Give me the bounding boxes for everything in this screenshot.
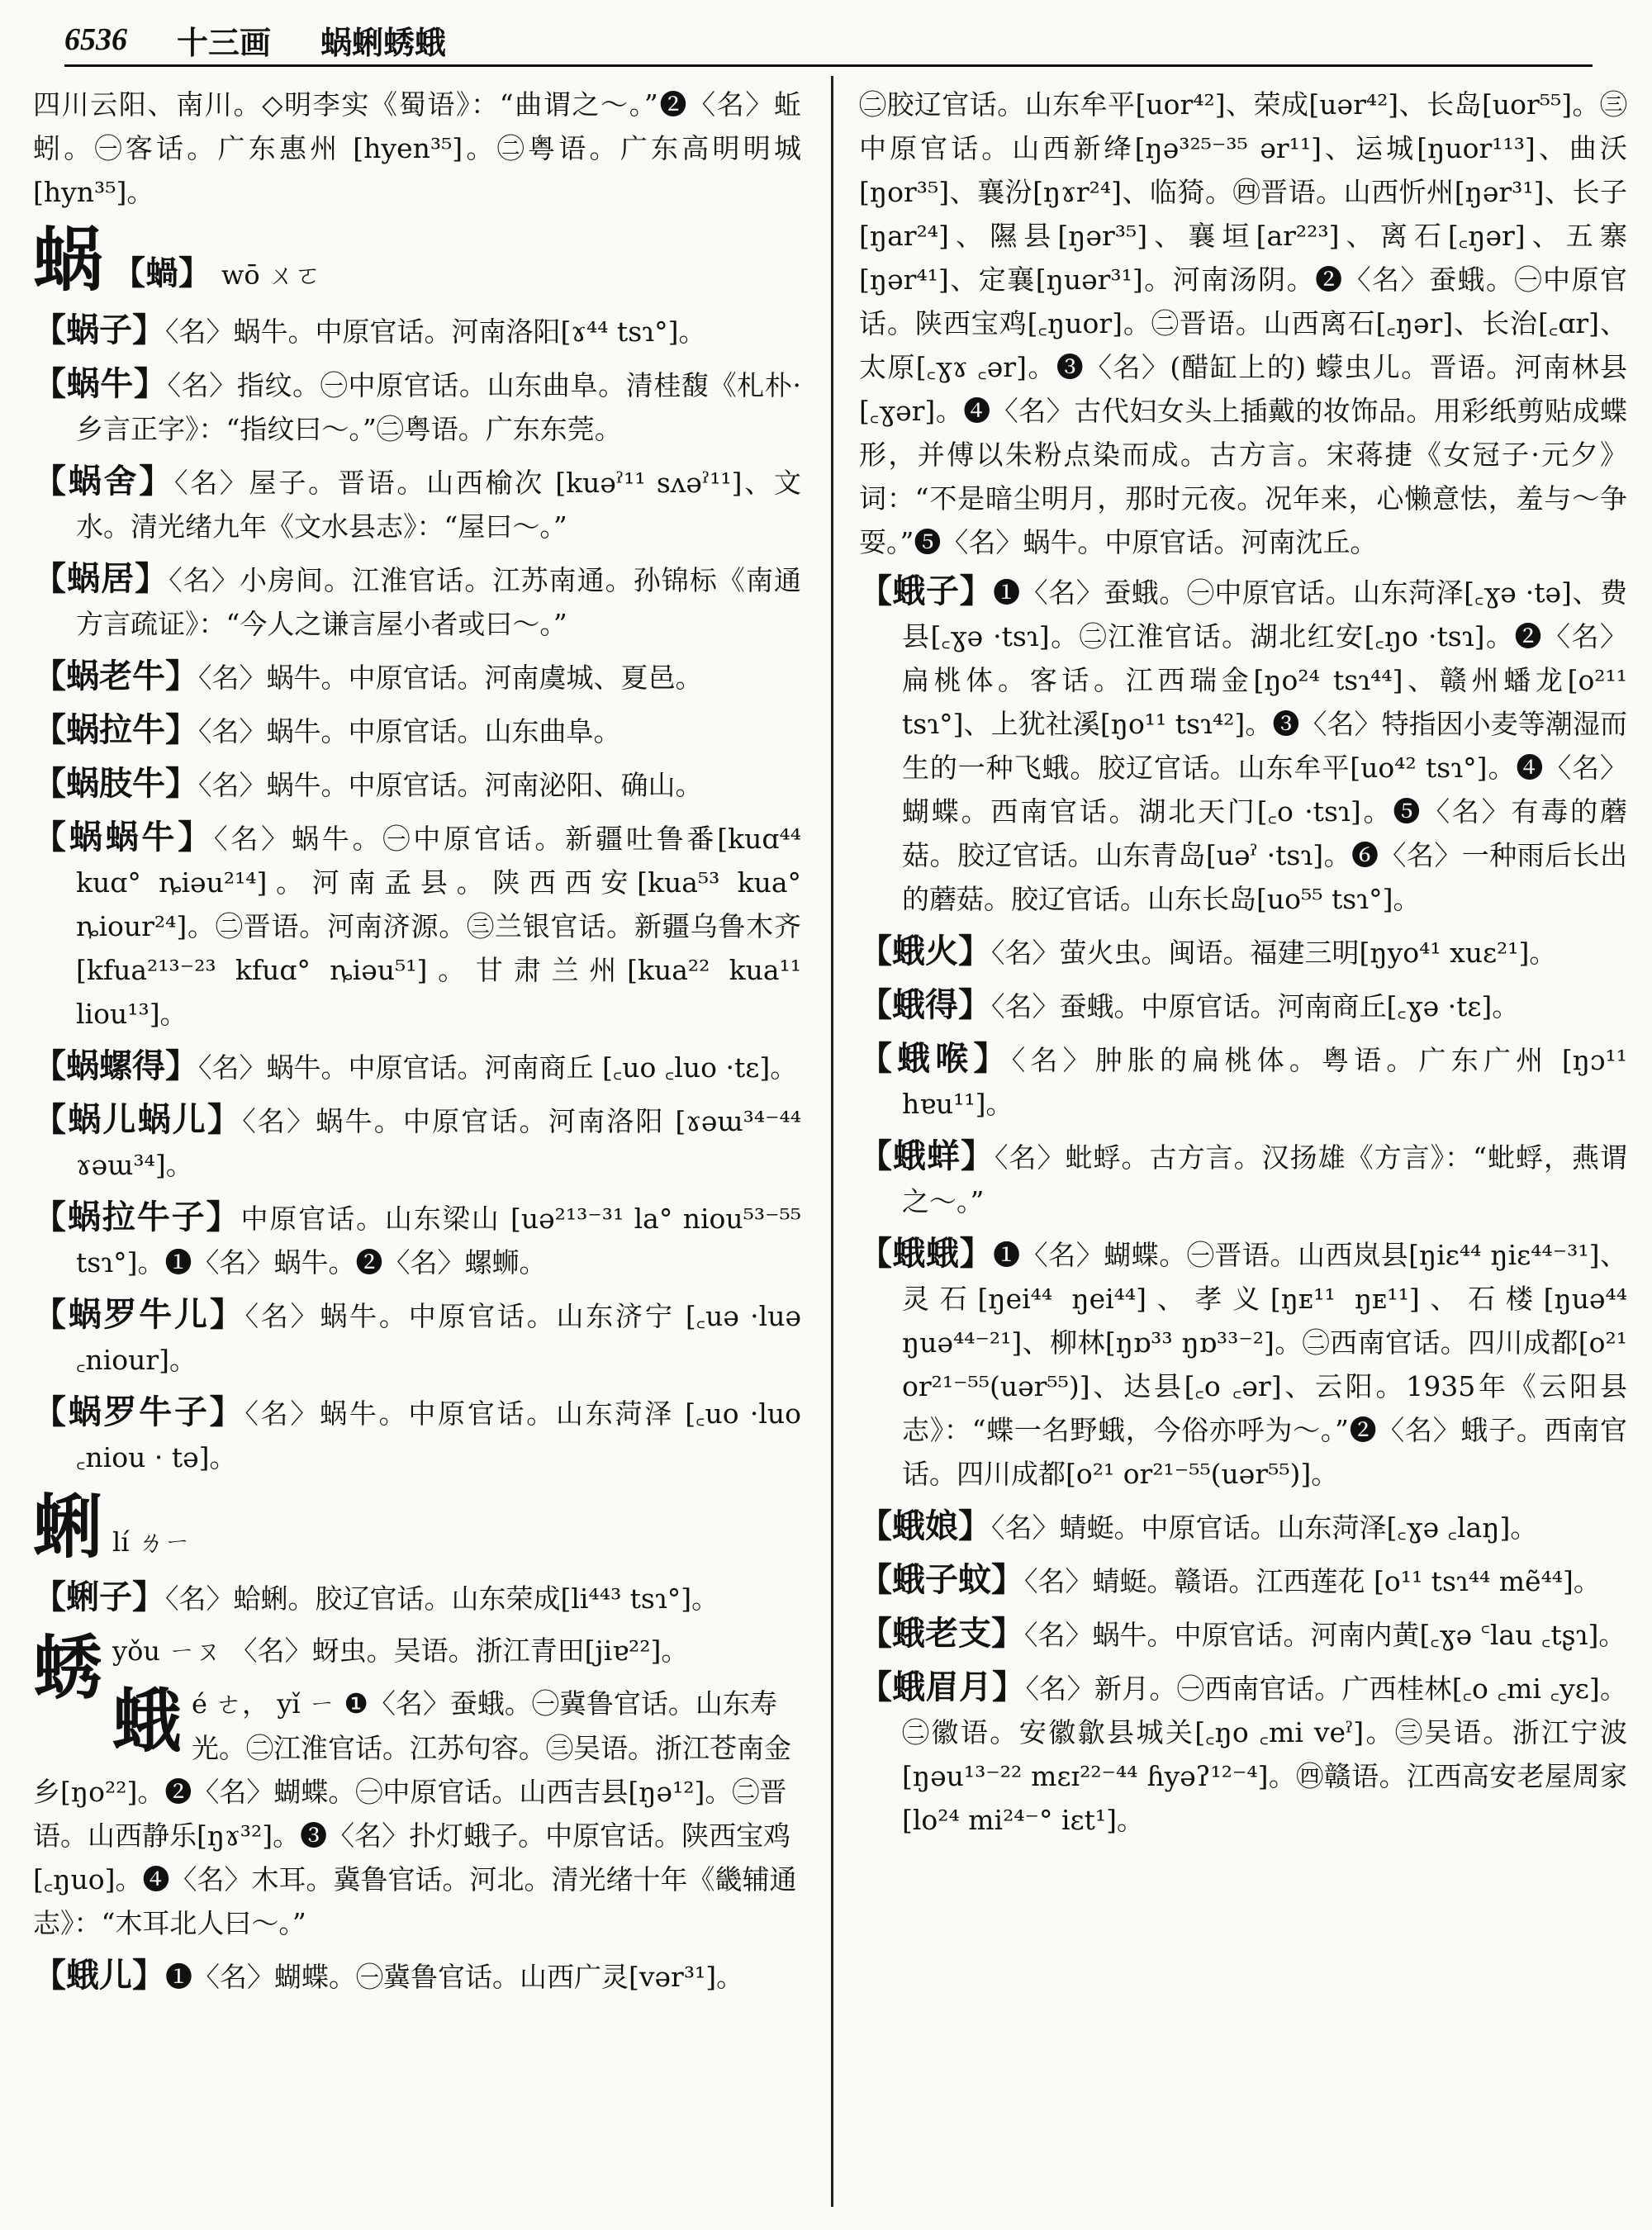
column-divider (831, 76, 833, 2207)
entry-definition: 〈名〉蜗牛。中原官话。河南商丘 [꜀uo ꜀luo ·tɛ]。 (198, 1051, 798, 1084)
dictionary-entry (33, 1044, 801, 1089)
entry-definition: 〈名〉蜗牛。中原官话。河南内黄[꜀ɣə ꜂lau ꜀tʂɿ]。 (1024, 1619, 1626, 1651)
entry-headword: 【蜗肢牛】 (33, 764, 198, 803)
pinyin-zhuyin: é ㄜ， yǐ ㄧ (192, 1688, 335, 1720)
dictionary-entry (33, 815, 801, 1036)
dictionary-entry (859, 1037, 1627, 1126)
entry-definition: 〈名〉蜻蜓。赣语。江西莲花 [o¹¹ tsɿ⁴⁴ mẽ⁴⁴]。 (1024, 1565, 1601, 1597)
entry-definition: 〈名〉蜗牛。中原官话。山东济宁 [꜀uə ·luə ꜀niour]。 (76, 1300, 801, 1376)
continued-text: 四川云阳、南川。◇明李实《蜀语》：“曲谓之～。”❷〈名〉蚯蚓。㊀客话。广东惠州 [hyen³⁵]。㊁粤语。广东高明明城[hyn³⁵]。 (33, 88, 801, 208)
dictionary-entry (859, 983, 1627, 1028)
dictionary-entry (33, 654, 801, 700)
dictionary-entry (33, 362, 801, 451)
entry-definition: 〈名〉肿胀的扁桃体。粤语。广东广州 [ŋɔ¹¹ hɐu¹¹]。 (902, 1044, 1627, 1120)
stroke-count-label: 十三画 (177, 23, 272, 61)
entry-definition: 〈名〉小房间。江淮官话。江苏南通。孙锦标《南通方言疏证》：“今人之谦言屋小者或曰～。” (76, 564, 801, 640)
header-characters: 蜗蜊蜏蛾 (320, 23, 447, 61)
left-column (33, 83, 801, 2205)
entry-headword: 【蜊子】 (33, 1578, 165, 1616)
entry-headword: 【蛾得】 (859, 985, 991, 1024)
right-column (859, 83, 1627, 2205)
dictionary-entry (33, 1953, 801, 1999)
entry-definition: 〈名〉新月。㊀西南官话。广西桂林[꜀o ꜀mi ꜀yɛ]。㊁徽语。安徽歙县城关[꜀ŋo ꜀mi veˀ]。㊂吴语。浙江宁波[ŋəu¹³⁻²² mɛɪ²²⁻⁴⁴ ɦyəʔ¹²⁻⁴]。㊃赣语。江西高安老屋周家[lo²⁴ mi²⁴⁻° iɛt¹]。 (902, 1672, 1627, 1836)
entry-headword: 【蛾喉】 (859, 1039, 1012, 1078)
page-number: 6536 (64, 22, 127, 57)
dictionary-entry (33, 1098, 801, 1187)
entry-definition: 〈名〉蜗牛。中原官话。山东曲阜。 (198, 715, 621, 747)
entry-headword: 【蛾蛘】 (859, 1136, 995, 1175)
entry-headword: 【蛾娘】 (859, 1506, 991, 1545)
pinyin-zhuyin: lí ㄌㄧ (112, 1526, 191, 1558)
entry-definition: 中原官话。山东梁山 [uə²¹³⁻³¹ la° niou⁵³⁻⁵⁵ tsɿ°]。❶〈名〉蜗牛。❷〈名〉螺蛳。 (76, 1203, 801, 1279)
dictionary-entry (33, 1390, 801, 1479)
dictionary-entry (859, 1504, 1627, 1549)
entry-definition: 〈名〉蜻蜓。中原官话。山东菏泽[꜀ɣə ꜀laŋ]。 (991, 1511, 1538, 1544)
dictionary-entry (859, 569, 1627, 921)
dictionary-entry (859, 1665, 1627, 1842)
entry-definition: ❶〈名〉蝴蝶。㊀冀鲁官话。山西广灵[vər³¹]。 (165, 1961, 744, 1993)
dictionary-entry (33, 308, 801, 353)
entry-definition: ❶〈名〉蚕蛾。㊀中原官话。山东菏泽[꜀ɣə ·tə]、费县[꜀ɣə ·tsɿ]。㊁江淮官话。湖北红安[꜀ŋo ·tsɿ]。❷〈名〉扁桃体。客话。江西瑞金[ŋo²⁴ tsɿ⁴⁴]、赣州蟠龙[o²¹¹ tsɿ°]、上犹社溪[ŋo¹¹ tsɿ⁴²]。❸〈名〉特指因小麦等潮湿而生的一种飞蛾。胶辽官话。山东牟平[uo⁴² tsɿ°]。❹〈名〉蝴蝶。西南官话。湖北天门[꜀o ·tsɿ]。❺〈名〉有毒的蘑菇。胶辽官话。山东青岛[uəˀ ·tsɿ]。❻〈名〉一种雨后长出的蘑菇。胶辽官话。山东长岛[uo⁵⁵ tsɿ°]。 (902, 576, 1627, 915)
entry-definition: 〈名〉蜗牛。中原官话。河南泌阳、确山。 (198, 769, 703, 801)
dictionary-entry (33, 1575, 801, 1620)
entry-headword: 【蜗老牛】 (33, 657, 198, 695)
head-character: 蜗 (33, 219, 103, 301)
character-definition: 〈名〉蚜虫。吴语。浙江青田[jiɐ²²]。 (230, 1635, 689, 1667)
character-definition: ❶〈名〉蚕蛾。㊀冀鲁官话。山东寿光。㊁江淮官话。江苏句容。㊂吴语。浙江苍南金乡[ŋo²²]。❷〈名〉蝴蝶。㊀中原官话。山西吉县[ŋə¹²]。㊁晋语。山西静乐[ŋɤ³²]。❸〈名〉扑灯蛾子。中原官话。陕西宝鸡[꜀ŋuo]。❹〈名〉木耳。冀鲁官话。河北。清光绪十年《畿辅通志》：“木耳北人曰～。” (33, 1687, 797, 1939)
entry-headword: 【蜗拉牛子】 (33, 1198, 241, 1236)
entry-headword: 【蜗蜗牛】 (33, 818, 215, 856)
entry-headword: 【蛾子】 (859, 572, 994, 610)
entry-headword: 【蜗罗牛子】 (33, 1393, 245, 1431)
head-character-block (33, 221, 801, 300)
entry-headword: 【蛾蛾】 (859, 1234, 994, 1273)
traditional-form: 【蝸】 (112, 254, 212, 292)
head-character-block (33, 1682, 801, 1945)
dictionary-entry (859, 1231, 1627, 1496)
entry-definition: 〈名〉萤火虫。闽语。福建三明[ŋyo⁴¹ xuɛ²¹]。 (991, 937, 1557, 969)
entry-headword: 【蜗舍】 (33, 462, 174, 501)
pinyin-zhuyin: wō ㄨㄛ (221, 259, 321, 291)
dictionary-entry (33, 459, 801, 548)
head-character: 蛾 (112, 1680, 183, 1762)
entry-headword: 【蛾老支】 (859, 1614, 1024, 1653)
dictionary-entry (33, 708, 801, 753)
entry-headword: 【蜗居】 (33, 559, 169, 598)
entry-definition: 〈名〉蜗牛。中原官话。河南洛阳[ɤ⁴⁴ tsɿ°]。 (165, 316, 706, 348)
dictionary-entry (33, 1195, 801, 1284)
head-character: 蜊 (33, 1486, 103, 1568)
pinyin-zhuyin: yǒu ㄧㄡ (112, 1635, 222, 1667)
entry-headword: 【蜗子】 (33, 311, 165, 349)
entry-headword: 【蜗罗牛儿】 (33, 1295, 245, 1334)
dictionary-entry (33, 762, 801, 807)
entry-definition: 〈名〉蛤蜊。胶辽官话。山东荣成[li⁴⁴³ tsɿ°]。 (165, 1582, 719, 1615)
entry-headword: 【蛾眉月】 (859, 1668, 1026, 1706)
entry-headword: 【蜗螺得】 (33, 1046, 198, 1085)
head-character: 蜏 (33, 1627, 103, 1709)
entry-definition: 〈名〉蜗牛。中原官话。河南虞城、夏邑。 (198, 662, 703, 694)
entry-headword: 【蜗拉牛】 (33, 710, 198, 749)
dictionary-entry (859, 1611, 1627, 1657)
entry-definition: 〈名〉蜗牛。中原官话。河南洛阳 [ɤəɯ³⁴⁻⁴⁴ ɤəɯ³⁴]。 (76, 1105, 801, 1181)
entry-headword: 【蜗牛】 (33, 364, 168, 403)
page-header (64, 15, 1593, 67)
entry-headword: 【蛾儿】 (33, 1956, 165, 1995)
entry-definition: 〈名〉蚍蜉。古方言。汉扬雄《方言》：“蚍蜉，燕谓之～。” (902, 1141, 1627, 1217)
entry-headword: 【蛾子蚊】 (859, 1560, 1024, 1599)
entry-headword: 【蛾火】 (859, 932, 991, 970)
dictionary-entry (33, 557, 801, 646)
entry-definition: 〈名〉屋子。晋语。山西榆次 [kuəˀ¹¹ sʌəˀ¹¹]、文水。清光绪九年《文水县志》：“屋曰～。” (76, 467, 801, 543)
dictionary-entry (859, 1134, 1627, 1223)
continued-text: ㊁胶辽官话。山东牟平[uor⁴²]、荣成[uər⁴²]、长岛[uor⁵⁵]。㊂中原官话。山西新绛[ŋə³²⁵⁻³⁵ ər¹¹]、运城[ŋuor¹¹³]、曲沃[ŋor³⁵]、襄汾[ŋɤr²⁴]、临猗。㊃晋语。山西忻州[ŋər³¹]、长子[ŋar²⁴]、隰县[ŋər³⁵]、襄垣[ar²²³]、离石[꜀ŋər]、五寨[ŋər⁴¹]、定襄[ŋuər³¹]。河南汤阴。❷〈名〉蚕蛾。㊀中原官话。陕西宝鸡[꜀ŋuor]。㊁晋语。山西离石[꜀ŋər]、长治[꜀ɑr]、太原[꜀ɣɤ ꜀ər]。❸〈名〉(醋缸上的) 蠓虫儿。晋语。河南林县[꜀ɣər]。❹〈名〉古代妇女头上插戴的妆饰品。用彩纸剪贴成蝶形，并傅以朱粉点染而成。古方言。宋蒋捷《女冠子·元夕》词：“不是暗尘明月，那时元夜。况年来，心懒意怯，羞与～争耍。”❺〈名〉蜗牛。中原官话。河南沈丘。 (859, 88, 1627, 558)
entry-definition: ❶〈名〉蝴蝶。㊀晋语。山西岚县[ŋiɛ⁴⁴ ŋiɛ⁴⁴⁻³¹]、灵石[ŋei⁴⁴ ŋei⁴⁴]、孝义[ŋᴇ¹¹ ŋᴇ¹¹]、石楼[ŋuə⁴⁴ ŋuə⁴⁴⁻²¹]、柳林[ŋɒ³³ ŋɒ³³⁻²]。㊁西南官话。四川成都[o²¹ or²¹⁻⁵⁵(uər⁵⁵)]、达县[꜀o ꜀ər]、云阳。1935年《云阳县志》：“蝶一名野蛾，今俗亦呼为～。”❷〈名〉蛾子。西南官话。四川成都[o²¹ or²¹⁻⁵⁵(uər⁵⁵)]。 (902, 1239, 1627, 1490)
dictionary-entry (33, 1293, 801, 1382)
entry-definition: 〈名〉蚕蛾。中原官话。河南商丘[꜀ɣə ·tɛ]。 (991, 990, 1520, 1022)
dictionary-entry (859, 929, 1627, 975)
entry-definition: 〈名〉蜗牛。㊀中原官话。新疆吐鲁番[kuɑ⁴⁴ kuɑ° ȵiəu²¹⁴]。河南孟县。陕西西安[kua⁵³ kua° ȵiour²⁴]。㊁晋语。河南济源。㊂兰银官话。新疆乌鲁木齐[kfua²¹³⁻²³ kfuɑ° ȵiəu⁵¹]。甘肃兰州[kua²² kua¹¹ liou¹³]。 (76, 823, 801, 1030)
dictionary-entry (859, 1558, 1627, 1603)
entry-headword: 【蜗儿蜗儿】 (33, 1100, 243, 1139)
entry-definition: 〈名〉指纹。㊀中原官话。山东曲阜。清桂馥《札朴·乡言正字》：“指纹曰～。”㊁粤语。广东东莞。 (76, 369, 801, 445)
head-character-block (33, 1487, 801, 1567)
entry-definition: 〈名〉蜗牛。中原官话。山东菏泽 [꜀uo ·luo ꜀niou · tə]。 (76, 1397, 801, 1473)
